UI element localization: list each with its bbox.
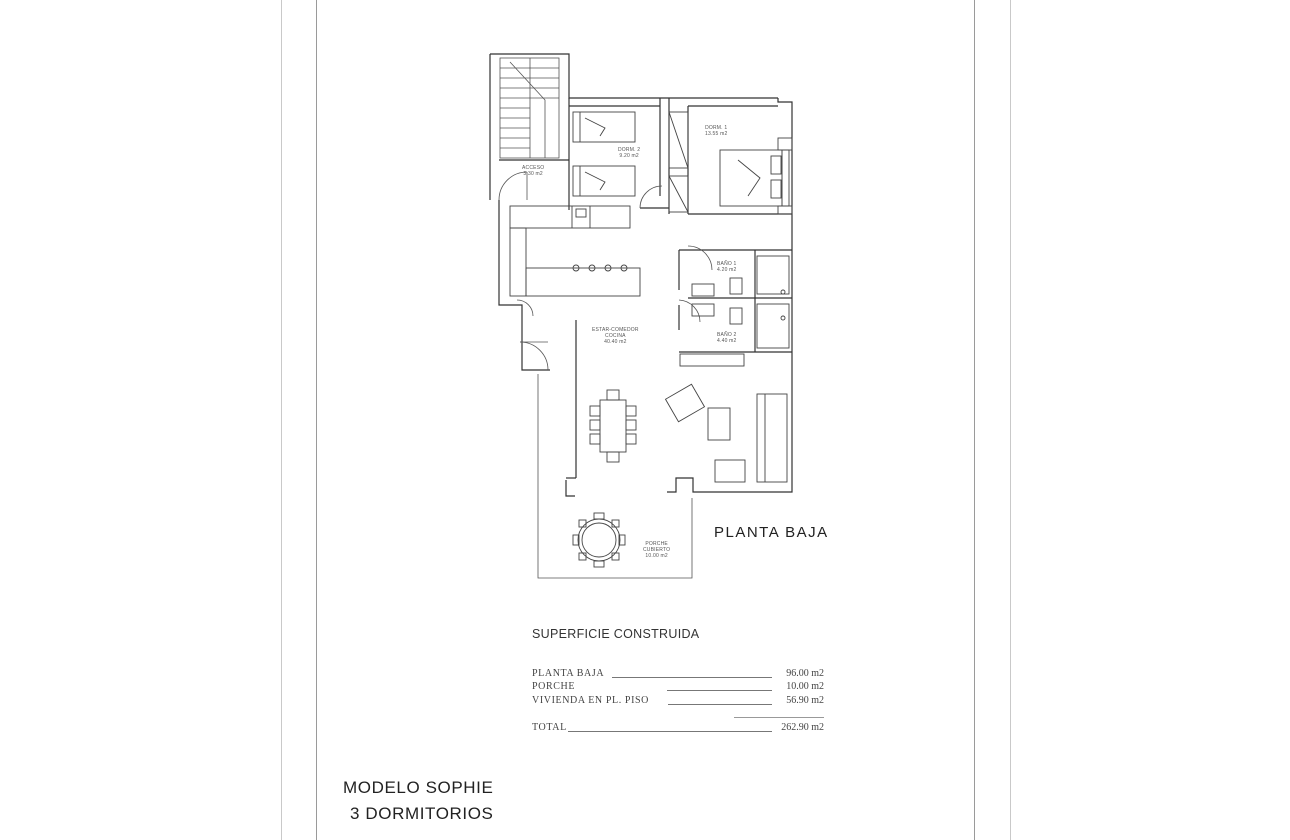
area-row-total: [532, 722, 824, 734]
bathroom-fixtures: [692, 256, 789, 348]
plan-title: PLANTA BAJA: [714, 524, 829, 541]
double-bed: [720, 138, 792, 214]
area-row-value: 10.00 m2: [786, 681, 824, 692]
room-label-dorm-2: DORM. 2 9.20 m2: [618, 147, 641, 159]
area-row-label: VIVIENDA EN PL. PISO: [532, 695, 649, 706]
living-furniture: [666, 354, 787, 482]
leader-line: [668, 704, 772, 705]
area-summary-title: SUPERFICIE CONSTRUIDA: [532, 627, 700, 641]
leader-line: [568, 731, 772, 732]
area-row-label: PORCHE: [532, 681, 576, 692]
area-total-label: TOTAL: [532, 722, 567, 733]
model-name: MODELO SOPHIE: [343, 778, 494, 797]
area-row-value: 56.90 m2: [786, 695, 824, 706]
area-row-porche: [532, 681, 824, 693]
exterior-walls: [490, 54, 792, 496]
area-total-value: 262.90 m2: [781, 722, 824, 733]
room-label-porche-cubierto: PORCHE CUBIERTO 10.00 m2: [643, 541, 671, 559]
kitchen-units: [510, 206, 640, 296]
leader-line: [667, 690, 772, 691]
porch-round-table: [573, 513, 625, 567]
room-label-dorm-1: DORM. 1 13.55 m2: [705, 125, 728, 137]
model-bedrooms: 3 DORMITORIOS: [350, 804, 494, 823]
room-label-acceso: ACCESO 3.30 m2: [522, 165, 545, 177]
room-label-bano-1: BAÑO 1 4.20 m2: [717, 261, 737, 273]
interior-walls: [499, 98, 792, 352]
area-row-planta-baja: [532, 668, 824, 680]
room-label-bano-2: BAÑO 2 4.40 m2: [717, 332, 737, 344]
dining-table: [590, 390, 636, 462]
staircase: [500, 58, 559, 158]
area-row-value: 96.00 m2: [786, 668, 824, 679]
area-row-label: PLANTA BAJA: [532, 668, 605, 679]
total-rule: [734, 717, 824, 718]
room-label-estar-comedor-cocina: ESTAR-COMEDOR COCINA 40.40 m2: [592, 327, 639, 345]
wardrobes: [669, 112, 688, 212]
area-row-vivienda-pl-piso: [532, 695, 824, 707]
leader-line: [612, 677, 772, 678]
